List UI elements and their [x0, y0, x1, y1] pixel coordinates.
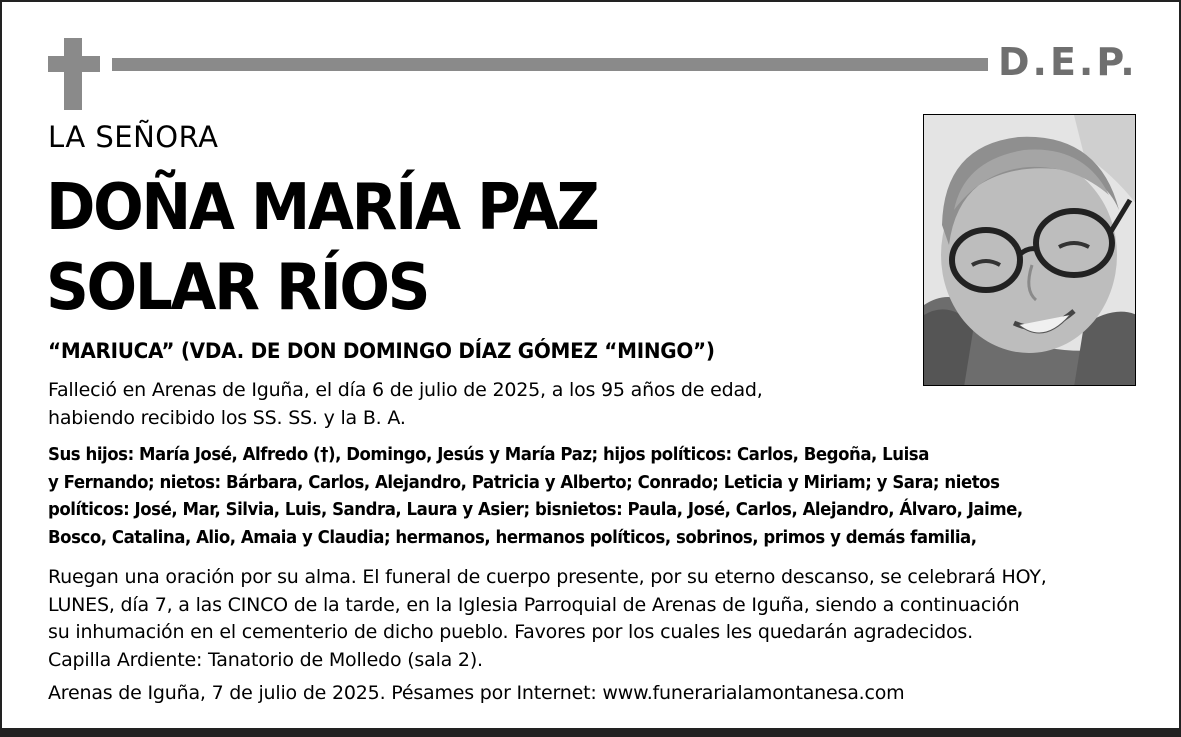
text-line: políticos: José, Mar, Silvia, Luis, Sandra, Laura y Asier; bisnietos: Paula, José, Carlos, Alejandro, Álvaro, Jaime, — [48, 499, 1023, 520]
text-line: y Fernando; nietos: Bárbara, Carlos, Alejandro, Patricia y Alberto; Conrado; Leticia y Miriam; y Sara; nietos — [48, 471, 1000, 493]
text-line: Sus hijos: María José, Alfredo (†), Domingo, Jesús y María Paz; hijos políticos: Carlos, Begoña, Luisa — [48, 444, 929, 465]
footer-line — [48, 680, 904, 708]
deceased-name — [46, 168, 597, 328]
header-rule — [112, 58, 988, 71]
family-list — [48, 441, 1023, 551]
text-line: Arenas de Iguña, 7 de julio de 2025. Pésames por Internet: www.funerarialamontanesa.com — [48, 682, 905, 704]
text-line: Falleció en Arenas de Iguña, el día 6 de julio de 2025, a los 95 años de edad, — [48, 379, 763, 401]
text-line: Bosco, Catalina, Alio, Amaia y Claudia; hermanos, hermanos políticos, sobrinos, primos y demás familia, — [48, 526, 977, 548]
name-line: DOÑA MARÍA PAZ — [46, 171, 598, 245]
text-line: habiendo recibido los SS. SS. y la B. A. — [48, 406, 406, 429]
text-line: su inhumación en el cementerio de dicho pueblo. Favores por los cuales les quedarán agradecidos. — [48, 621, 973, 643]
cross-icon — [48, 38, 100, 110]
portrait-illustration — [924, 115, 1136, 386]
dep-label: D.E.P. — [998, 40, 1138, 84]
service-details — [48, 564, 1047, 674]
text-line: Capilla Ardiente: Tanatorio de Molledo (sala 2). — [48, 648, 483, 671]
death-details — [48, 377, 763, 432]
deceased-photo — [923, 114, 1136, 386]
text-line: LUNES, día 7, a las CINCO de la tarde, en la Iglesia Parroquial de Arenas de Iguña, siendo a continuación — [48, 593, 1020, 616]
text-line: Ruegan una oración por su alma. El funeral de cuerpo presente, por su eterno descanso, se celebrará HOY, — [48, 566, 1047, 588]
name-line: SOLAR RÍOS — [46, 251, 429, 325]
intro-label: LA SEÑORA — [48, 120, 219, 154]
alias-line: “MARIUCA” (VDA. DE DON DOMINGO DÍAZ GÓMEZ “MINGO”) — [48, 339, 715, 363]
